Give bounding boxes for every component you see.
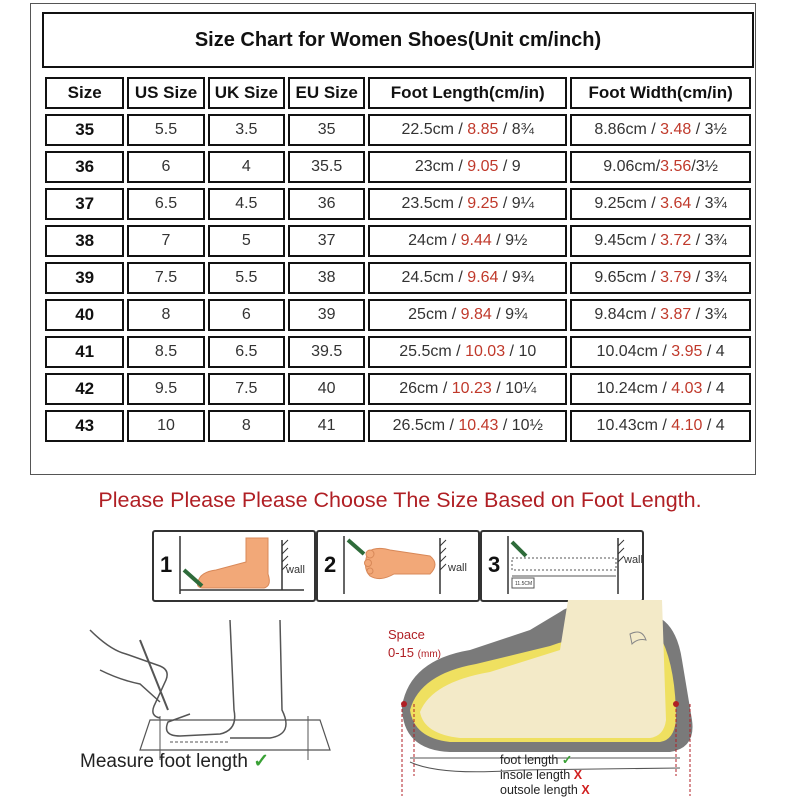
size-cell: 43 — [45, 410, 124, 442]
uk-size-cell: 5 — [208, 225, 285, 257]
us-size-cell: 9.5 — [127, 373, 204, 405]
size-cell: 35 — [45, 114, 124, 146]
foot-width-cm: 9.65cm / — [594, 269, 661, 286]
size-cell: 42 — [45, 373, 124, 405]
wall-label: wall — [624, 554, 643, 566]
foot-length-cell — [368, 225, 567, 257]
foot-length-cell — [368, 114, 567, 146]
uk-size-cell: 6 — [208, 299, 285, 331]
eu-size-cell: 38 — [288, 262, 365, 294]
us-size-cell: 7 — [127, 225, 204, 257]
foot-length-cm: 25.5cm / — [399, 343, 466, 360]
foot-width-fraction: / 3½ — [691, 121, 727, 138]
ruler-mark: 11.5CM — [515, 581, 533, 587]
foot-length-cell — [368, 299, 567, 331]
header-us-size: US Size — [127, 77, 204, 109]
us-size-cell: 6.5 — [127, 188, 204, 220]
foot-length-inch: 9.05 — [467, 158, 499, 175]
foot-length-cm: 25cm / — [408, 306, 461, 323]
foot-width-inch: 3.48 — [660, 121, 692, 138]
foot-width-inch: 3.95 — [671, 343, 703, 360]
foot-width-cell — [570, 336, 751, 368]
foot-width-inch: 3.72 — [660, 232, 692, 249]
foot-length-cm: 24cm / — [408, 232, 461, 249]
measure-caption-text: Measure foot length — [80, 751, 248, 772]
foot-width-fraction: / 4 — [702, 380, 725, 397]
foot-width-cm: 8.86cm / — [594, 121, 661, 138]
foot-width-fraction: / 3¾ — [691, 195, 727, 212]
table-row — [45, 114, 751, 146]
foot-length-cm: 22.5cm / — [401, 121, 468, 138]
foot-length-label: foot length ✓ — [500, 753, 573, 767]
table-row — [45, 299, 751, 331]
insole-length-label: insole length X — [500, 768, 583, 782]
foot-width-cell — [570, 225, 751, 257]
foot-width-fraction: / 4 — [702, 343, 725, 360]
step-number: 3 — [488, 552, 501, 577]
foot-length-fraction: / 8¾ — [498, 121, 535, 138]
cross-icon: X — [573, 768, 583, 782]
foot-length-inch: 10.43 — [458, 417, 499, 434]
foot-width-cell — [570, 188, 751, 220]
foot-length-cell — [368, 336, 567, 368]
foot-length-fraction: / 9¼ — [498, 195, 535, 212]
eu-size-cell: 39.5 — [288, 336, 365, 368]
foot-width-inch: 4.10 — [671, 417, 703, 434]
foot-width-cm: 9.45cm / — [594, 232, 661, 249]
foot-width-cell — [570, 262, 751, 294]
foot-length-cm: 26cm / — [399, 380, 452, 397]
foot-width-fraction: / 4 — [702, 417, 725, 434]
space-label — [388, 626, 441, 664]
foot-width-fraction: / 3¾ — [691, 232, 727, 249]
eu-size-cell: 36 — [288, 188, 365, 220]
eu-size-cell: 35 — [288, 114, 365, 146]
uk-size-cell: 4 — [208, 151, 285, 183]
size-cell: 36 — [45, 151, 124, 183]
eu-size-cell: 35.5 — [288, 151, 365, 183]
foot-width-cm: 9.06cm/ — [603, 158, 661, 175]
eu-size-cell: 37 — [288, 225, 365, 257]
chart-title: Size Chart for Women Shoes(Unit cm/inch) — [42, 12, 754, 68]
size-cell: 37 — [45, 188, 124, 220]
wall-label: wall — [448, 562, 467, 574]
header-eu-size: EU Size — [288, 77, 365, 109]
foot-width-inch: 3.87 — [660, 306, 692, 323]
step-number: 2 — [324, 552, 337, 577]
foot-length-cm: 24.5cm / — [401, 269, 468, 286]
foot-length-inch: 9.25 — [467, 195, 499, 212]
table-row — [45, 262, 751, 294]
table-row — [45, 188, 751, 220]
cross-icon: X — [581, 783, 590, 797]
foot-length-fraction: / 10½ — [498, 417, 543, 434]
foot-length-fraction: / 9½ — [491, 232, 528, 249]
foot-length-cell — [368, 262, 567, 294]
size-cell: 38 — [45, 225, 124, 257]
us-size-cell: 5.5 — [127, 114, 204, 146]
foot-length-fraction: / 10¼ — [491, 380, 537, 397]
us-size-cell: 8.5 — [127, 336, 204, 368]
eu-size-cell: 41 — [288, 410, 365, 442]
foot-length-inch: 9.64 — [467, 269, 499, 286]
uk-size-cell: 6.5 — [208, 336, 285, 368]
foot-length-cell — [368, 151, 567, 183]
foot-length-inch: 8.85 — [467, 121, 499, 138]
uk-size-cell: 4.5 — [208, 188, 285, 220]
foot-length-cm: 23cm / — [414, 158, 468, 175]
foot-length-inch: 10.23 — [451, 380, 492, 397]
space-unit: (mm) — [417, 649, 441, 660]
uk-size-cell: 7.5 — [208, 373, 285, 405]
foot-width-fraction: / 3¾ — [691, 306, 727, 323]
uk-size-cell: 8 — [208, 410, 285, 442]
foot-width-fraction: / 3¾ — [691, 269, 727, 286]
foot-width-cm: 9.84cm / — [594, 306, 661, 323]
foot-width-cell — [570, 299, 751, 331]
uk-size-cell: 3.5 — [208, 114, 285, 146]
foot-width-cm: 10.24cm / — [596, 380, 672, 397]
table-row — [45, 151, 751, 183]
foot-length-cm: 23.5cm / — [401, 195, 468, 212]
foot-width-inch: 3.64 — [660, 195, 692, 212]
size-cell: 39 — [45, 262, 124, 294]
us-size-cell: 6 — [127, 151, 204, 183]
foot-width-inch: 4.03 — [671, 380, 703, 397]
foot-length-fraction: / 9¾ — [491, 306, 528, 323]
eu-size-cell: 39 — [288, 299, 365, 331]
foot-length-cm: 26.5cm / — [392, 417, 459, 434]
us-size-cell: 7.5 — [127, 262, 204, 294]
size-cell: 40 — [45, 299, 124, 331]
table-row — [45, 373, 751, 405]
check-icon: ✓ — [253, 751, 270, 772]
header-size: Size — [45, 77, 124, 109]
foot-length-fraction: / 9¾ — [498, 269, 535, 286]
space-range: 0-15 — [388, 645, 415, 660]
foot-width-cell — [570, 114, 751, 146]
wall-label: wall — [286, 564, 305, 576]
foot-width-inch: 3.56 — [660, 158, 692, 175]
foot-length-cell — [368, 410, 567, 442]
table-row — [45, 225, 751, 257]
foot-length-inch: 9.44 — [460, 232, 492, 249]
step-3-panel — [480, 530, 644, 602]
foot-width-inch: 3.79 — [660, 269, 692, 286]
step-2-panel — [316, 530, 480, 602]
table-row — [45, 410, 751, 442]
foot-length-fraction: / 9 — [498, 158, 521, 175]
space-label-text: Space — [388, 627, 425, 642]
foot-length-inch: 9.84 — [460, 306, 492, 323]
measure-caption — [80, 750, 269, 773]
step-number: 1 — [160, 552, 173, 577]
size-table — [42, 72, 754, 447]
instruction-text: Please Please Please Choose The Size Based on Foot Length. — [98, 488, 702, 512]
foot-width-cell — [570, 373, 751, 405]
us-size-cell: 10 — [127, 410, 204, 442]
foot-length-inch: 10.03 — [465, 343, 506, 360]
us-size-cell: 8 — [127, 299, 204, 331]
outsole-length-label: outsole length X — [500, 783, 590, 797]
header-uk-size: UK Size — [208, 77, 285, 109]
header-row — [45, 77, 751, 109]
header-foot-width: Foot Width(cm/in) — [570, 77, 751, 109]
eu-size-cell: 40 — [288, 373, 365, 405]
foot-width-cell — [570, 410, 751, 442]
step-1-panel — [152, 530, 316, 602]
header-foot-length: Foot Length(cm/in) — [368, 77, 567, 109]
ruler-icon — [482, 532, 642, 600]
table-row — [45, 336, 751, 368]
foot-length-cell — [368, 188, 567, 220]
foot-length-cell — [368, 373, 567, 405]
foot-length-fraction: / 10 — [505, 343, 537, 360]
uk-size-cell: 5.5 — [208, 262, 285, 294]
foot-width-cm: 9.25cm / — [594, 195, 661, 212]
size-cell: 41 — [45, 336, 124, 368]
foot-width-cell — [570, 151, 751, 183]
foot-width-cm: 10.04cm / — [596, 343, 672, 360]
check-icon: ✓ — [561, 753, 573, 767]
foot-width-fraction: /3½ — [691, 158, 718, 175]
foot-width-cm: 10.43cm / — [596, 417, 672, 434]
